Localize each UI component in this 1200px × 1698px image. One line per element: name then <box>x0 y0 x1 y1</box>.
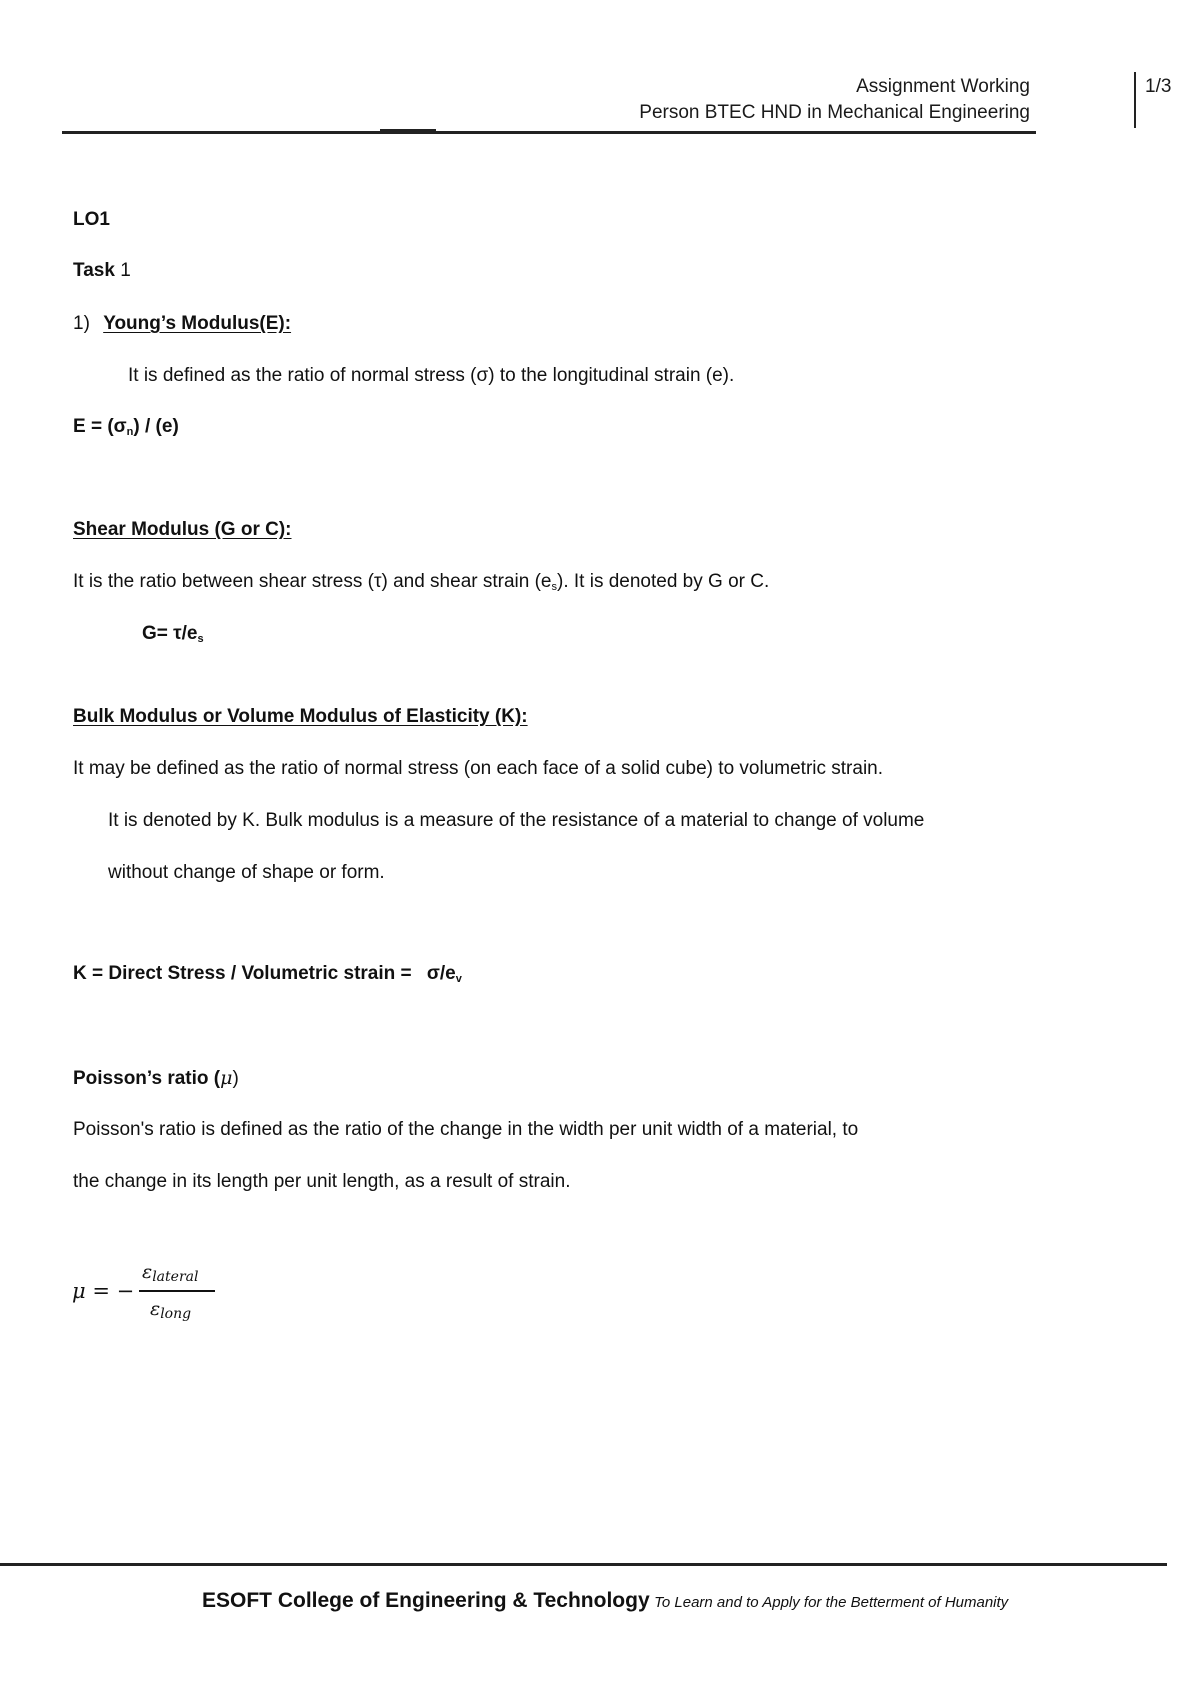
bulk-title: Bulk Modulus or Volume Modulus of Elasticity (K): <box>73 706 528 727</box>
task-label: Task <box>73 260 115 281</box>
header-rule <box>62 131 1036 134</box>
young-description: It is defined as the ratio of normal stress (σ) to the longitudinal strain (e). <box>128 365 735 386</box>
young-formula-subscript: n <box>126 426 134 438</box>
bulk-description-3: without change of shape or form. <box>108 862 385 883</box>
epsilon-symbol: ε <box>150 1298 161 1320</box>
poisson-mu-symbol: μ <box>220 1067 233 1089</box>
shear-description-part: ). It is denoted by G or C. <box>557 571 770 592</box>
header-title: Assignment Working <box>856 76 1030 97</box>
bulk-formula-part: K = Direct Stress / Volumetric strain = <box>73 963 412 984</box>
poisson-title-close: ) <box>232 1068 239 1089</box>
young-title: Young’s Modulus(E): <box>103 313 292 334</box>
denominator-subscript: long <box>160 1306 192 1322</box>
young-formula <box>73 416 179 438</box>
college-motto: To Learn and to Apply for the Betterment of Humanity <box>654 1594 1009 1611</box>
header-subtitle: Person BTEC HND in Mechanical Engineering <box>639 102 1030 123</box>
page-number: 1/3 <box>1145 76 1172 97</box>
shear-formula-subscript: s <box>197 633 204 645</box>
young-formula-part: E = (σ <box>73 416 127 437</box>
poisson-title-text: Poisson’s ratio ( <box>73 1068 221 1089</box>
college-name: ESOFT College of Engineering & Technology <box>202 1589 650 1612</box>
equation-lhs: μ = − <box>72 1279 135 1303</box>
bulk-formula-part: σ/e <box>426 963 456 984</box>
task-heading <box>73 260 131 282</box>
shear-description-subscript: s <box>551 581 557 593</box>
numerator-subscript: lateral <box>152 1269 199 1285</box>
bulk-formula <box>73 963 462 985</box>
bulk-description-1: It may be defined as the ratio of normal stress (on each face of a solid cube) to volumetric strain. <box>73 758 884 779</box>
equation-denominator <box>150 1298 191 1320</box>
young-heading <box>73 313 291 335</box>
shear-formula-part: G= τ/e <box>142 623 198 644</box>
equation-numerator <box>142 1261 198 1283</box>
bulk-formula-subscript: v <box>455 973 462 985</box>
poisson-description-1: Poisson's ratio is defined as the ratio of the change in the width per unit width of a material, to <box>73 1119 859 1140</box>
poisson-description-2: the change in its length per unit length, as a result of strain. <box>73 1171 571 1192</box>
young-formula-part: ) / (e) <box>133 416 179 437</box>
item-number: 1) <box>73 313 90 334</box>
header-vertical-divider <box>1134 72 1136 128</box>
task-number: 1 <box>120 260 131 281</box>
shear-title: Shear Modulus (G or C): <box>73 519 292 540</box>
poisson-title <box>73 1067 239 1090</box>
shear-formula <box>142 623 204 645</box>
epsilon-symbol: ε <box>142 1261 153 1283</box>
footer-rule <box>0 1563 1167 1566</box>
bulk-description-2: It is denoted by K. Bulk modulus is a measure of the resistance of a material to change of volume <box>108 810 925 831</box>
shear-description <box>73 571 769 593</box>
footer <box>202 1589 1008 1613</box>
lo-heading: LO1 <box>73 209 110 230</box>
shear-description-part: It is the ratio between shear stress (τ) and shear strain (e <box>73 571 552 592</box>
header-rule-accent <box>380 129 436 132</box>
fraction-bar <box>139 1290 215 1292</box>
